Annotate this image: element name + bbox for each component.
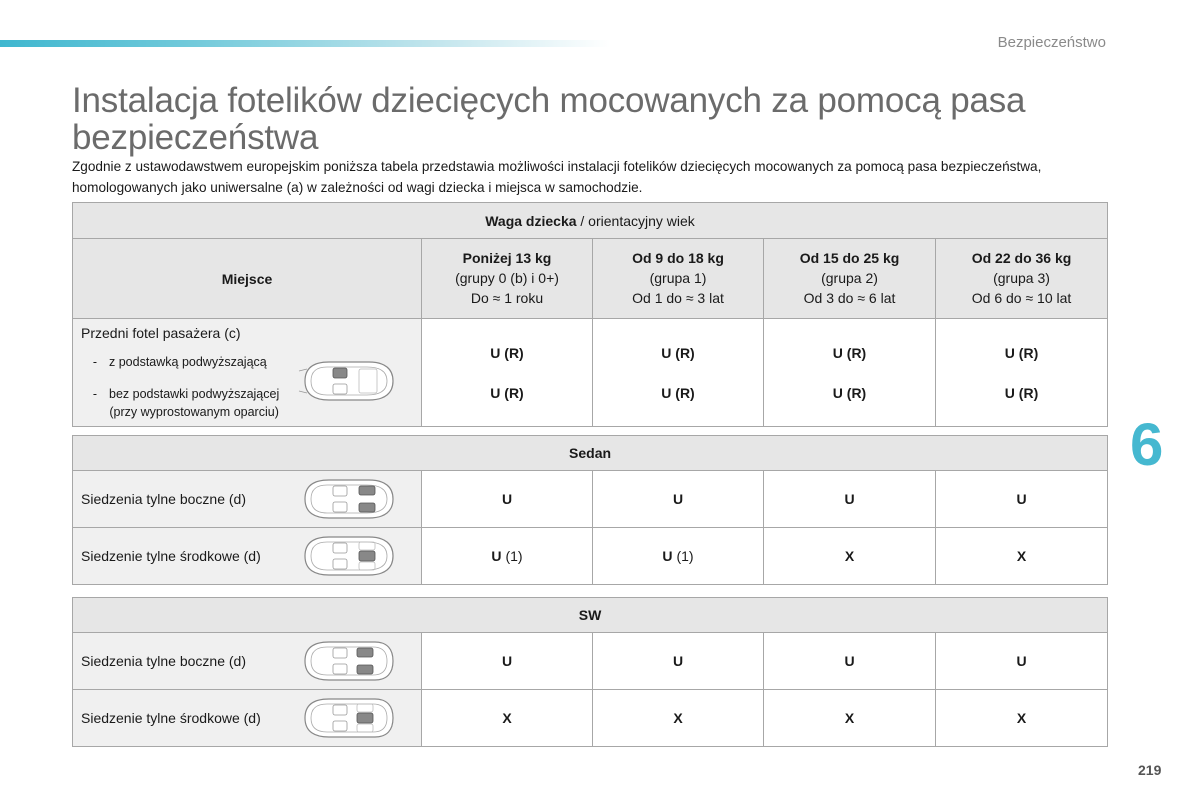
weight-header: [73, 203, 1108, 239]
value-booster: U (R): [661, 344, 695, 361]
column-group: (grupa 3): [993, 269, 1050, 286]
weight-header-rest: / orientacyjny wiek: [576, 212, 695, 229]
value-no-booster: U (R): [832, 384, 867, 401]
front-option-booster: [81, 353, 267, 371]
value-cell: U: [422, 633, 593, 690]
front-value-col2: [764, 319, 936, 427]
value-cell: U: [422, 471, 593, 528]
option-label: bez podstawki podwyższającej: [109, 387, 280, 401]
car-top-view-icon: [297, 532, 397, 580]
front-value-col3: [936, 319, 1108, 427]
column-header-0: [422, 239, 593, 319]
place-header: [73, 239, 422, 319]
page-number: 219: [1138, 762, 1162, 778]
table-row: [73, 690, 1108, 747]
car-top-view-icon: [297, 637, 397, 685]
column-title: Od 22 do 36 kg: [971, 249, 1072, 266]
column-age: Od 6 do ≈ 10 lat: [971, 289, 1072, 306]
value-text: U: [662, 548, 673, 564]
value-cell: X: [764, 528, 936, 585]
column-group: (grupy 0 (b) i 0+): [455, 269, 559, 286]
value-cell: U: [936, 471, 1108, 528]
car-top-view-icon: [297, 694, 397, 742]
value-cell: X: [936, 690, 1108, 747]
value-cell: X: [593, 690, 764, 747]
sw-header-label: SW: [578, 607, 602, 623]
value-note: (1): [676, 548, 694, 564]
table-row: [73, 471, 1108, 528]
column-age: Od 3 do ≈ 6 lat: [803, 289, 896, 306]
front-seat-table: [72, 202, 1108, 427]
value-text: U: [491, 548, 502, 564]
column-header-2: [764, 239, 936, 319]
value-cell: [422, 528, 593, 585]
column-title: Poniżej 13 kg: [462, 249, 552, 266]
chapter-number: 6: [1130, 411, 1164, 478]
column-title: Od 15 do 25 kg: [799, 249, 900, 266]
value-no-booster: U (R): [661, 384, 695, 401]
column-group: (grupa 2): [821, 269, 878, 286]
sedan-header-label: Sedan: [569, 445, 612, 461]
front-seat-cell: [73, 319, 422, 427]
column-title: Od 9 do 18 kg: [632, 249, 724, 266]
table-row: [73, 528, 1108, 585]
column-group: (grupa 1): [649, 269, 707, 286]
section-label: Bezpieczeństwo: [997, 34, 1106, 51]
front-option-no-booster: [81, 385, 279, 421]
column-header-1: [593, 239, 764, 319]
seat-label: Siedzenia tylne boczne (d): [81, 653, 246, 669]
value-note: (1): [505, 548, 523, 564]
value-cell: X: [936, 528, 1108, 585]
value-cell: U: [593, 471, 764, 528]
seat-label: Siedzenie tylne środkowe (d): [81, 710, 261, 726]
value-cell: X: [422, 690, 593, 747]
value-cell: U: [936, 633, 1108, 690]
column-age: Do ≈ 1 roku: [470, 289, 544, 306]
header-accent-bar: [0, 40, 610, 47]
sw-table: [72, 597, 1108, 747]
front-seat-label: Przedni fotel pasażera (c): [81, 325, 241, 341]
value-booster: U (R): [490, 344, 524, 361]
seat-label: Siedzenia tylne boczne (d): [81, 491, 246, 507]
seat-cell: [73, 690, 422, 747]
bullet-dash: -: [92, 355, 98, 369]
table-row: [73, 633, 1108, 690]
sedan-table: [72, 435, 1108, 585]
value-cell: U: [593, 633, 764, 690]
value-cell: U: [764, 471, 936, 528]
value-booster: U (R): [1004, 344, 1039, 361]
value-cell: U: [764, 633, 936, 690]
car-top-view-icon: [297, 475, 397, 523]
sw-header: [73, 598, 1108, 633]
front-value-col1: [593, 319, 764, 427]
value-cell: X: [764, 690, 936, 747]
seat-label: Siedzenie tylne środkowe (d): [81, 548, 261, 564]
sedan-header: [73, 436, 1108, 471]
car-top-view-icon: [297, 357, 397, 405]
intro-paragraph: Zgodnie z ustawodawstwem europejskim poniższa tabela przedstawia możliwości instalacji fotelików dziecięcych mocowanych za pomocą pasa bezpieczeństwa, homologowanych jako uniwersalne (a) w zależności od wagi dziecka i miejsca w samochodzie.: [72, 159, 1042, 195]
column-header-3: [936, 239, 1108, 319]
option-note: (przy wyprostowanym oparciu): [109, 405, 279, 419]
column-age: Od 1 do ≈ 3 lat: [632, 289, 724, 306]
weight-header-bold: Waga dziecka: [485, 212, 577, 229]
bullet-dash: -: [92, 387, 98, 401]
value-booster: U (R): [832, 344, 867, 361]
front-value-col0: [422, 319, 593, 427]
page-title: Instalacja fotelików dziecięcych mocowanych za pomocą pasa bezpieczeństwa: [72, 81, 1026, 157]
seat-cell: [73, 471, 422, 528]
value-no-booster: U (R): [490, 384, 524, 401]
seat-cell: [73, 633, 422, 690]
value-cell: [593, 528, 764, 585]
seat-cell: [73, 528, 422, 585]
value-no-booster: U (R): [1004, 384, 1039, 401]
option-label: z podstawką podwyższającą: [109, 355, 267, 369]
place-label: Miejsce: [221, 270, 273, 287]
